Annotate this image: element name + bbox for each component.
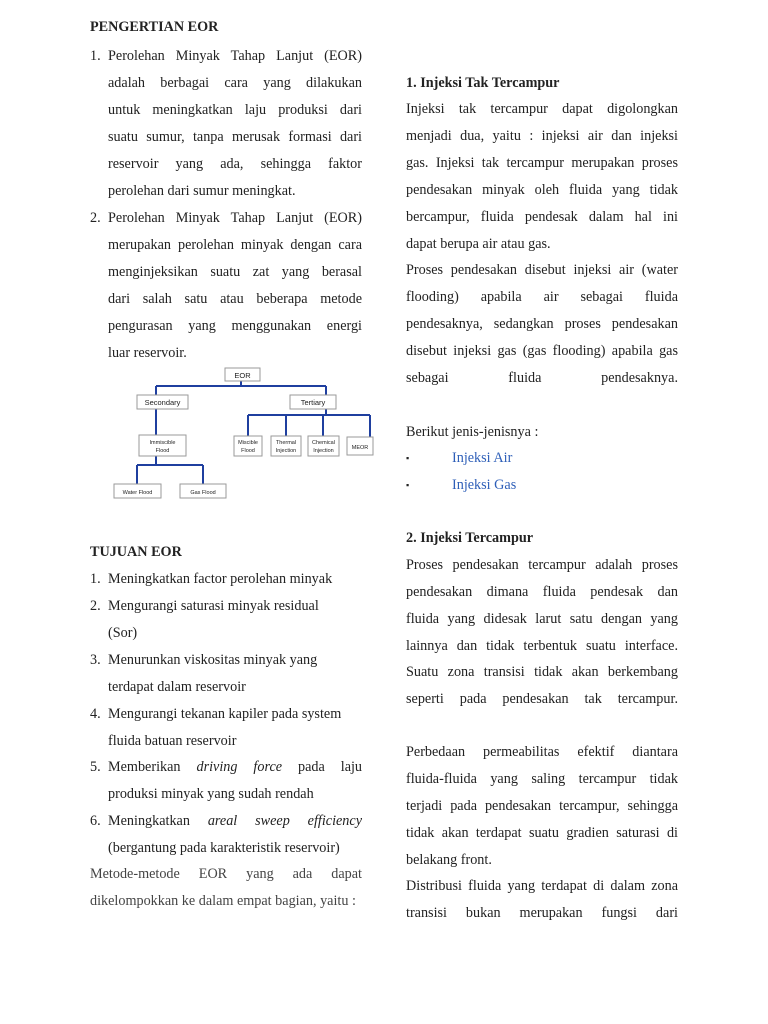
p4-line: terjadi pada pendesakan tercampur, sehingga [406, 798, 678, 814]
heading-injeksi-tak-tercampur: 1. Injeksi Tak Tercampur [406, 75, 560, 91]
def1-line: reservoir yang ada, sehingga faktor [108, 156, 362, 172]
def2-line: menginjeksikan suatu zat yang berasal [108, 264, 362, 280]
def2-line: pengurasan yang menggunakan energi [108, 318, 362, 334]
p2-line: flooding) apabila air sebagai fluida [406, 289, 678, 305]
methods-line: Metode-metode EOR yang ada dapat [90, 866, 362, 882]
heading-pengertian-eor: PENGERTIAN EOR [90, 19, 219, 35]
p1-line: Injeksi tak tercampur dapat digolongkan [406, 101, 678, 117]
def1-line: adalah berbagai cara yang dilakukan [108, 75, 362, 91]
p3-line: fluida yang didesak larut satu dengan yang [406, 611, 678, 627]
goal-item: terdapat dalam reservoir [108, 679, 246, 695]
goal-item: Menurunkan viskositas minyak yang [108, 652, 318, 668]
def2-line: merupakan perolehan minyak dengan cara [108, 237, 362, 253]
bullet-icon: ▪ [406, 480, 410, 490]
bullet-icon: ▪ [406, 453, 410, 463]
node-miscible-flood [234, 436, 262, 456]
edge-tertiary [248, 409, 370, 437]
node-meor [347, 437, 373, 455]
p3-line: lainnya dan tidak terbentuk suatu interface. [406, 638, 678, 654]
link-injeksi-air[interactable]: Injeksi Air [452, 450, 513, 466]
p4-line: tidak akan terdapat suatu gradien saturasi di [406, 825, 678, 841]
p5-line: transisi bukan merupakan fungsi dari [406, 905, 678, 921]
def2-line: dari salah satu atau beberapa metode [108, 291, 362, 307]
goal-item: Meningkatkan factor perolehan minyak [108, 571, 333, 587]
svg-text:Injection: Injection [313, 448, 334, 454]
node-eor [225, 368, 260, 381]
goal-item: fluida batuan reservoir [108, 733, 237, 749]
edge-immiscible [137, 456, 203, 484]
node-thermal-injection [271, 436, 301, 456]
svg-text:Gas Flood: Gas Flood [190, 490, 216, 496]
goal-item: (bergantung pada karakteristik reservoir) [108, 840, 340, 856]
svg-text:Water Flood: Water Flood [122, 490, 153, 496]
heading-tujuan-eor: TUJUAN EOR [90, 544, 182, 560]
p1-line: pendesakan minyak oleh fluida yang tidak [406, 182, 678, 198]
node-gas-flood [180, 484, 226, 498]
svg-text:Secondary: Secondary [144, 398, 181, 407]
def2-line: luar reservoir. [108, 345, 187, 361]
goal-item: produksi minyak yang sudah rendah [108, 786, 314, 802]
node-secondary [137, 395, 188, 409]
node-chemical-injection [308, 436, 339, 456]
eor-classification-diagram [108, 364, 380, 504]
svg-text:Injection: Injection [275, 448, 297, 454]
p1-line: dapat berupa air atau gas. [406, 236, 551, 252]
p2-line: sebagai fluida pendesaknya. [406, 370, 678, 386]
def1-line: perolehan dari sumur meningkat. [108, 183, 296, 199]
def1-line: untuk meningkatkan laju produksi dari [108, 102, 362, 118]
methods-line: dikelompokkan ke dalam empat bagian, yaitu : [90, 893, 356, 909]
def1-line: suatu sumur, tanpa merusak formasi dari [108, 129, 362, 145]
svg-text:MEOR: MEOR [351, 445, 369, 451]
svg-text:Chemical: Chemical [312, 440, 335, 446]
node-immiscible-flood [139, 435, 186, 456]
p3-line: Proses pendesakan tercampur adalah proses [406, 557, 678, 573]
p1-line: gas. Injeksi tak tercampur merupakan proses [406, 155, 678, 171]
p1-line: bercampur, fluida pendesak dalam hal ini [406, 209, 678, 225]
heading-injeksi-tercampur: 2. Injeksi Tercampur [406, 530, 534, 546]
p3-line: pendesakan dimana fluida pendesak dan [406, 584, 678, 600]
node-water-flood [114, 484, 161, 498]
p4-line: belakang front. [406, 852, 492, 868]
p2-line: Proses pendesakan disebut injeksi air (water [406, 262, 678, 278]
edge-root [156, 381, 326, 395]
p4-line: Perbedaan permeabilitas efektif diantara [406, 744, 678, 760]
def1-line: Perolehan Minyak Tahap Lanjut (EOR) [108, 48, 362, 64]
svg-text:Flood: Flood [155, 448, 170, 454]
goal-item: (Sor) [108, 625, 138, 641]
goal-item: Memberikan driving force pada laju [108, 759, 363, 775]
p5-line: Distribusi fluida yang terdapat di dalam zona [406, 878, 678, 894]
svg-text:Tertiary: Tertiary [300, 398, 326, 407]
p3-line: seperti pada pendesakan tak tercampur. [406, 691, 678, 707]
svg-text:Thermal: Thermal [275, 440, 297, 446]
goal-item: Mengurangi saturasi minyak residual [108, 598, 319, 614]
types-intro: Berikut jenis-jenisnya : [406, 424, 539, 440]
goal-item: Meningkatkan areal sweep efficiency [108, 813, 362, 829]
goal-item: Mengurangi tekanan kapiler pada system [108, 706, 342, 722]
p2-line: disebut injeksi gas (gas flooding) apabila gas [406, 343, 678, 359]
def2-line: Perolehan Minyak Tahap Lanjut (EOR) [108, 210, 362, 226]
svg-text:Immiscible: Immiscible [149, 440, 176, 446]
p2-line: pendesaknya, sedangkan proses pendesakan [406, 316, 678, 332]
p1-line: menjadi dua, yaitu : injeksi air dan injeksi [406, 128, 678, 144]
svg-text:Flood: Flood [241, 448, 255, 454]
node-tertiary [290, 395, 336, 409]
svg-text:Miscible: Miscible [238, 440, 258, 446]
link-injeksi-gas[interactable]: Injeksi Gas [452, 477, 517, 493]
p4-line: fluida-fluida yang saling tercampur tidak [406, 771, 678, 787]
svg-text:EOR: EOR [234, 371, 251, 380]
p3-line: Suatu zona transisi tidak akan berkembang [406, 664, 678, 680]
